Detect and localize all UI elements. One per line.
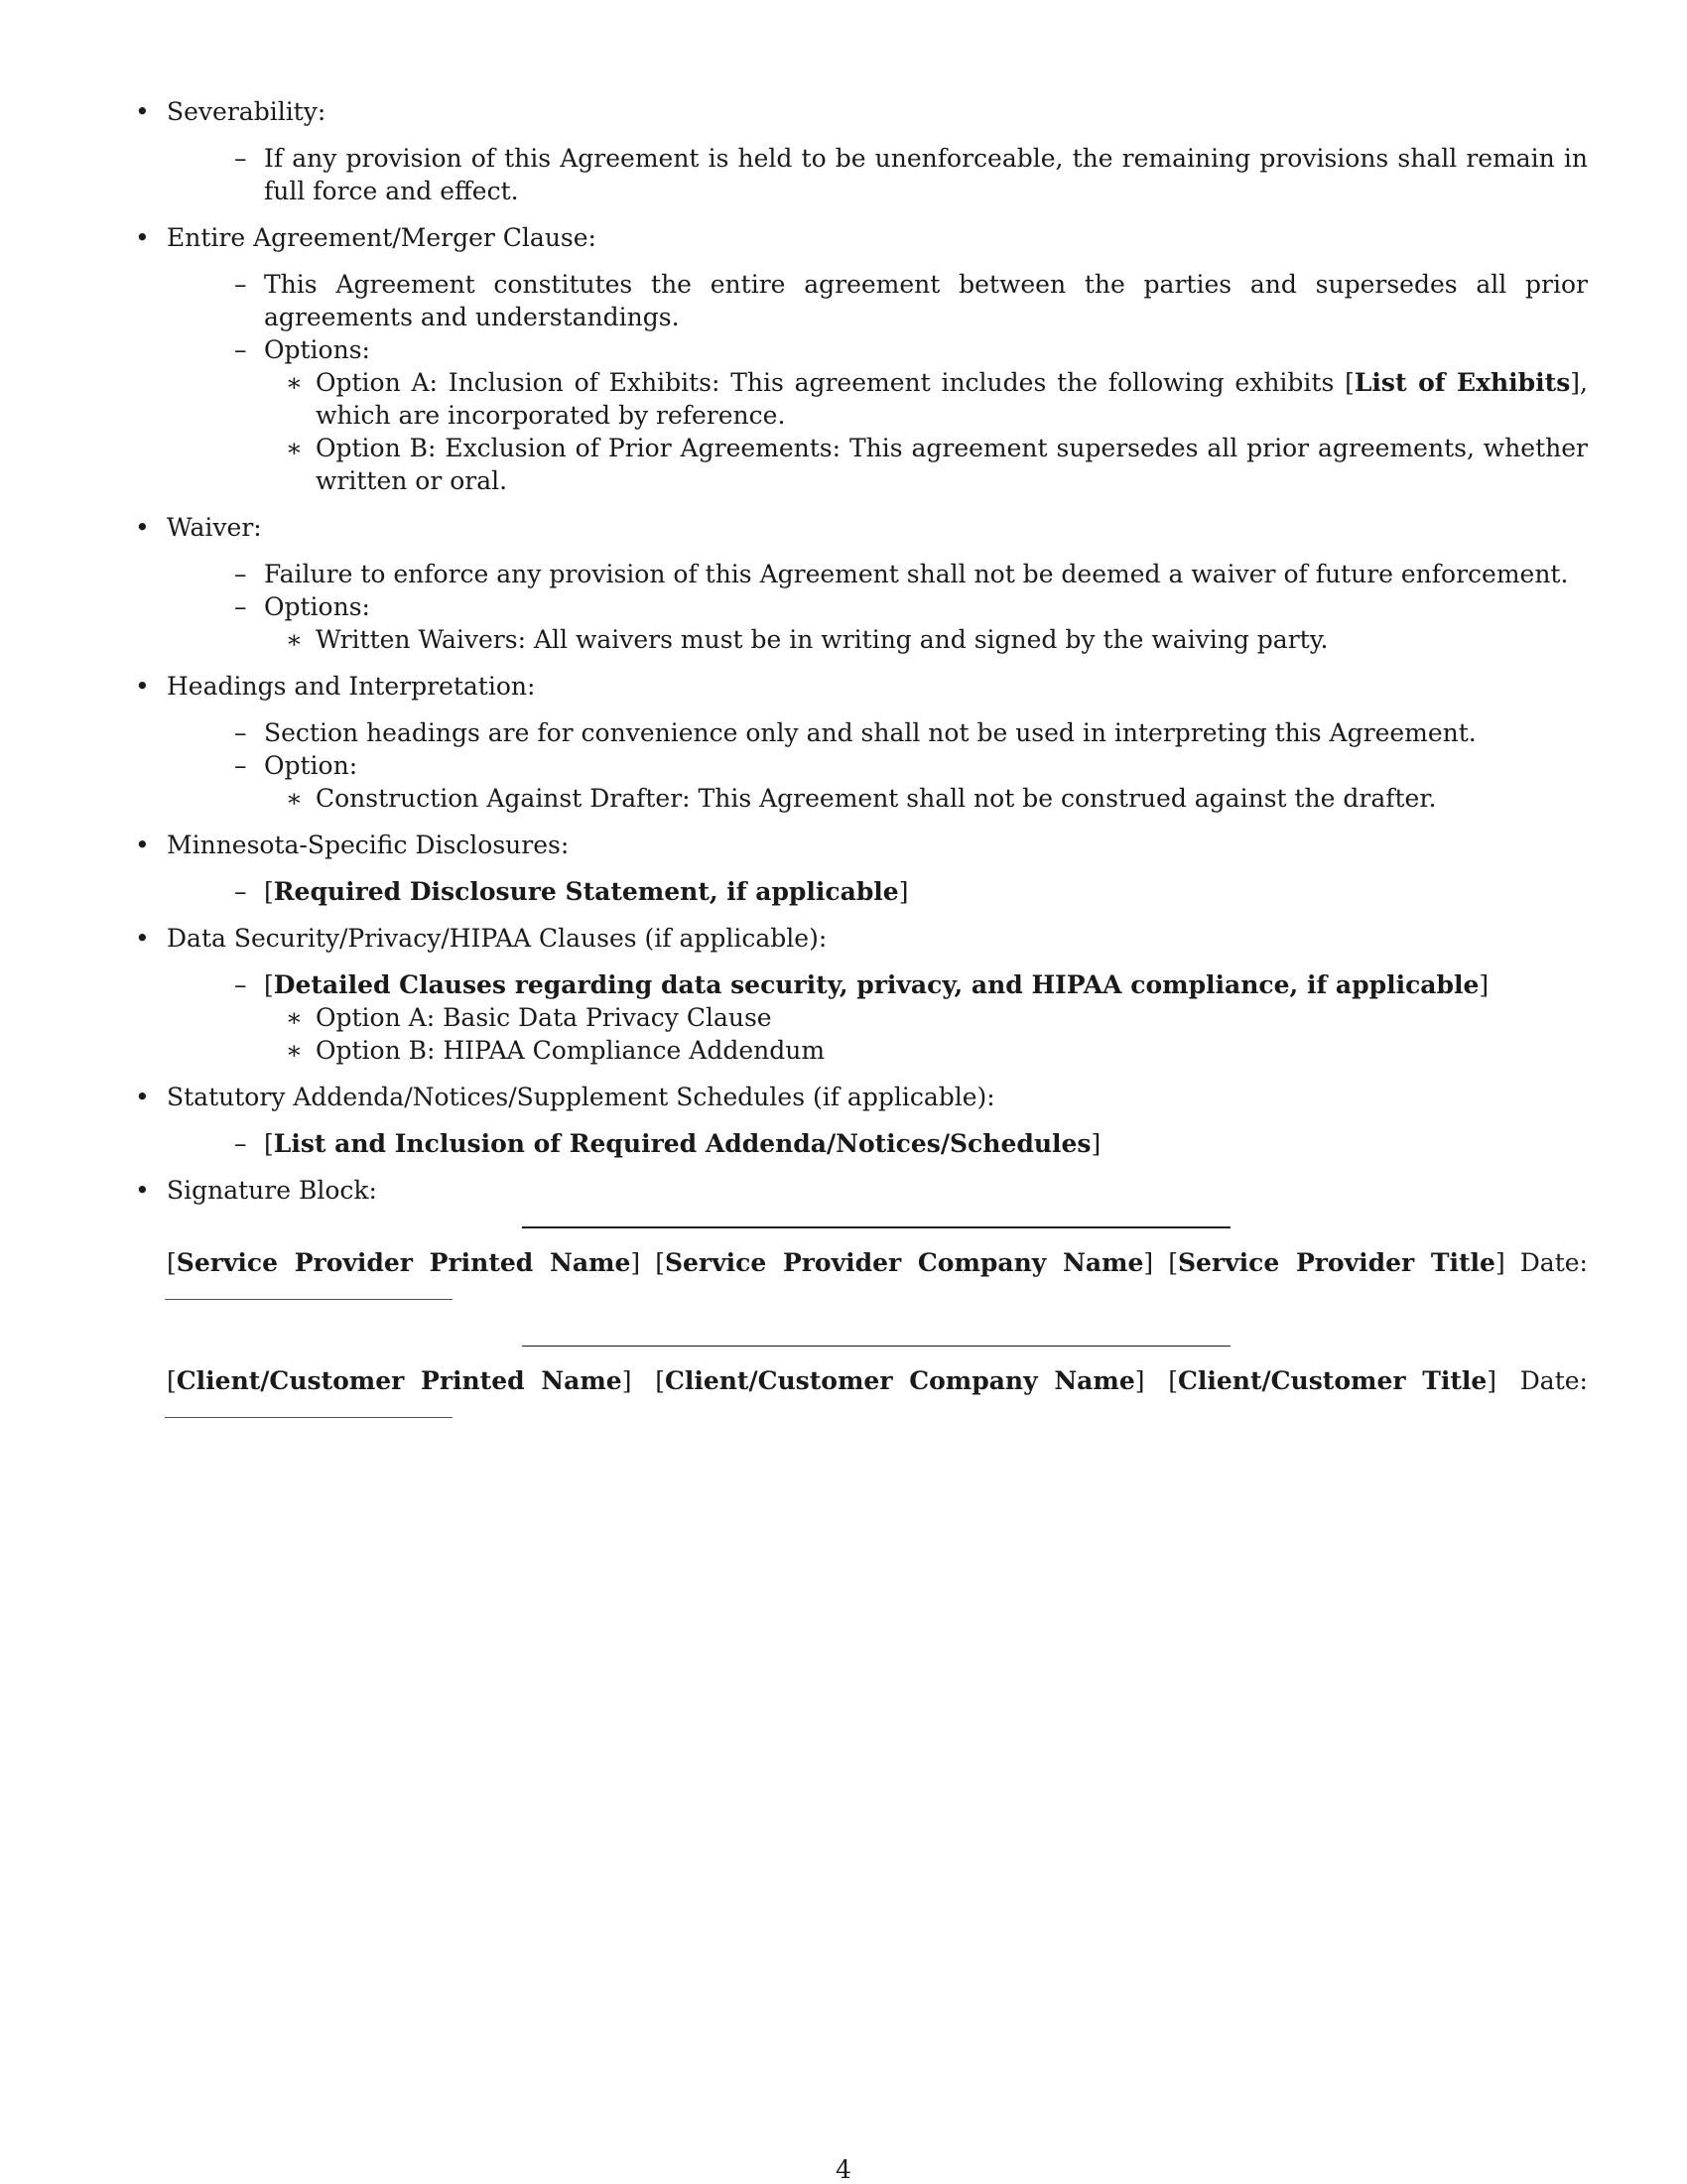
section-heading: Data Security/Privacy/HIPAA Clauses (if applicable): bbox=[167, 924, 828, 953]
date-label: Date: bbox=[1519, 1366, 1588, 1395]
dash-icon: – bbox=[234, 335, 247, 364]
section-severability bbox=[129, 95, 1588, 207]
star-icon: ∗ bbox=[286, 625, 303, 654]
bullet-icon: • bbox=[135, 513, 150, 542]
section-heading: Minnesota-Specific Disclosures: bbox=[167, 831, 570, 859]
star-icon: ∗ bbox=[286, 784, 303, 813]
dash-icon: – bbox=[234, 751, 247, 780]
signature-provider bbox=[129, 1226, 1588, 1300]
signature-line[interactable] bbox=[522, 1226, 1231, 1228]
signature-line[interactable] bbox=[522, 1346, 1231, 1347]
section-heading: Entire Agreement/Merger Clause: bbox=[167, 223, 596, 252]
placeholder-text: [Required Disclosure Statement, if applicable] bbox=[264, 877, 909, 906]
placeholder-text: [List and Inclusion of Required Addenda/Notices/Schedules] bbox=[264, 1129, 1102, 1158]
dash-icon: – bbox=[234, 970, 247, 999]
list-item bbox=[167, 558, 1588, 590]
list-item bbox=[167, 268, 1588, 333]
option-text: Construction Against Drafter: This Agreement shall not be construed against the drafter. bbox=[316, 784, 1437, 813]
bullet-icon: • bbox=[135, 672, 150, 701]
star-icon: ∗ bbox=[286, 434, 303, 462]
signature-client bbox=[129, 1346, 1588, 1418]
bullet-icon: • bbox=[135, 924, 150, 953]
signature-caption: [Client/Customer Printed Name] [Client/Customer Company Name] [Client/Customer Title] Date: bbox=[167, 1366, 1588, 1395]
star-icon: ∗ bbox=[286, 1003, 303, 1032]
bullet-icon: • bbox=[135, 223, 150, 252]
section-heading: Headings and Interpretation: bbox=[167, 672, 536, 701]
section-signature bbox=[129, 1174, 1588, 1207]
option-item bbox=[167, 432, 1588, 497]
bullet-icon: • bbox=[135, 97, 150, 126]
section-heading: Waiver: bbox=[167, 513, 262, 542]
date-label: Date: bbox=[1519, 1248, 1588, 1277]
bullet-icon: • bbox=[135, 1083, 150, 1111]
dash-icon: – bbox=[234, 560, 247, 588]
dash-icon: – bbox=[234, 877, 247, 906]
list-item bbox=[167, 590, 1588, 623]
option-text: Option B: HIPAA Compliance Addendum bbox=[316, 1036, 826, 1065]
option-text: Option A: Inclusion of Exhibits: This agreement includes the following exhibits [List of Exhibits], which are incorporated by reference. bbox=[316, 368, 1588, 430]
signature-caption: [Service Provider Printed Name] [Service Provider Company Name] [Service Provider Title] Date: bbox=[167, 1248, 1588, 1277]
placeholder-text: [Detailed Clauses regarding data security, privacy, and HIPAA compliance, if applicable] bbox=[264, 970, 1490, 999]
option-item bbox=[167, 366, 1588, 432]
bullet-icon: • bbox=[135, 1176, 150, 1205]
dash-icon: – bbox=[234, 718, 247, 747]
date-line[interactable] bbox=[165, 1299, 453, 1300]
bullet-icon: • bbox=[135, 831, 150, 859]
dash-icon: – bbox=[234, 1129, 247, 1158]
section-heading: Severability: bbox=[167, 97, 326, 126]
dash-icon: – bbox=[234, 592, 247, 621]
section-waiver bbox=[129, 511, 1588, 656]
page-number: 4 bbox=[836, 2155, 851, 2184]
section-statutory bbox=[129, 1081, 1588, 1160]
section-entire-agreement bbox=[129, 221, 1588, 497]
option-text: Option B: Exclusion of Prior Agreements: This agreement supersedes all prior agreements, whether written or oral. bbox=[316, 434, 1588, 495]
list-item bbox=[167, 716, 1588, 749]
option-item bbox=[167, 782, 1588, 815]
section-data-security bbox=[129, 922, 1588, 1067]
list-item bbox=[167, 875, 1588, 908]
clause-text: If any provision of this Agreement is held to be unenforceable, the remaining provisions shall remain in full force and effect. bbox=[264, 144, 1588, 205]
date-line[interactable] bbox=[165, 1417, 453, 1418]
section-minnesota bbox=[129, 829, 1588, 908]
section-heading: Statutory Addenda/Notices/Supplement Schedules (if applicable): bbox=[167, 1083, 995, 1111]
placeholder-field: List of Exhibits bbox=[1354, 368, 1571, 397]
list-item bbox=[167, 1127, 1588, 1160]
list-item bbox=[167, 142, 1588, 207]
clause-text: This Agreement constitutes the entire agreement between the parties and supersedes all prior agreements and understandings. bbox=[264, 270, 1588, 331]
option-item bbox=[167, 1001, 1588, 1034]
option-text: Option A: Basic Data Privacy Clause bbox=[316, 1003, 772, 1032]
list-item bbox=[167, 749, 1588, 782]
option-item bbox=[167, 623, 1588, 656]
section-headings bbox=[129, 670, 1588, 815]
option-text: Written Waivers: All waivers must be in writing and signed by the waiving party. bbox=[316, 625, 1329, 654]
dash-icon: – bbox=[234, 270, 247, 299]
options-label: Options: bbox=[264, 335, 370, 364]
dash-icon: – bbox=[234, 144, 247, 173]
clause-text: Failure to enforce any provision of this Agreement shall not be deemed a waiver of future enforcement. bbox=[264, 560, 1569, 588]
options-label: Option: bbox=[264, 751, 358, 780]
document-body bbox=[129, 95, 1588, 1418]
options-label: Options: bbox=[264, 592, 370, 621]
list-item bbox=[167, 333, 1588, 366]
star-icon: ∗ bbox=[286, 1036, 303, 1065]
section-heading: Signature Block: bbox=[167, 1176, 377, 1205]
option-item bbox=[167, 1034, 1588, 1067]
list-item bbox=[167, 968, 1588, 1001]
star-icon: ∗ bbox=[286, 368, 303, 397]
clause-text: Section headings are for convenience only and shall not be used in interpreting this Agreement. bbox=[264, 718, 1477, 747]
